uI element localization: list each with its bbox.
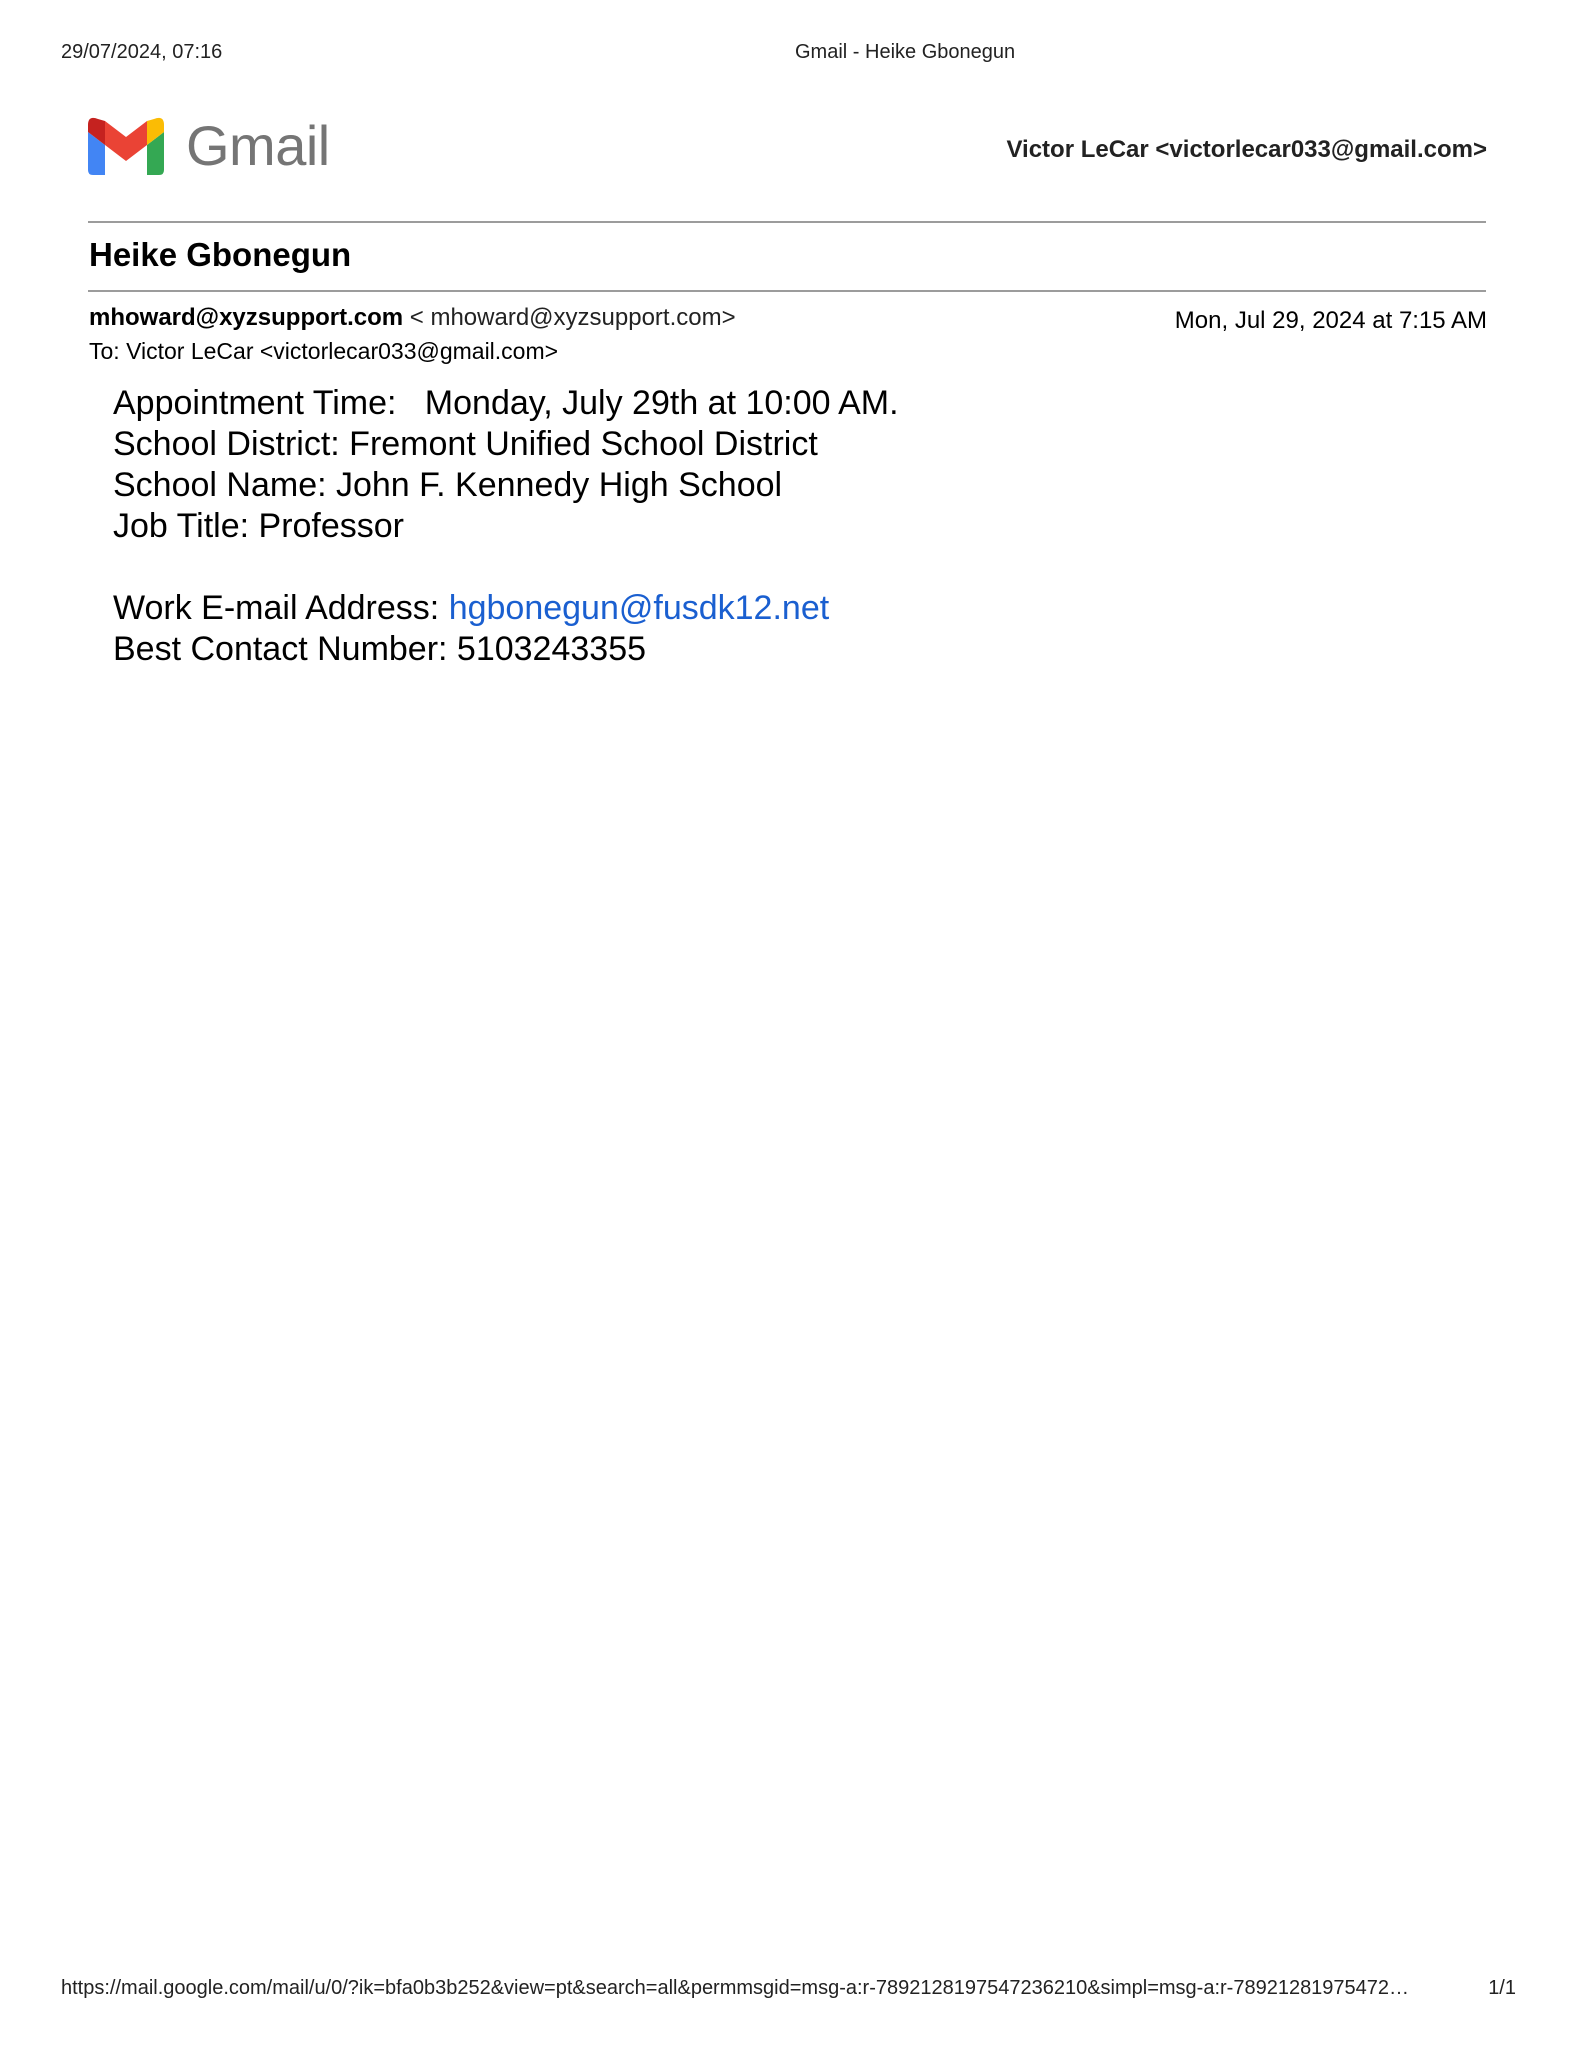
sender-address: < mhoward@xyzsupport.com> bbox=[409, 304, 736, 331]
divider bbox=[88, 221, 1486, 223]
account-label: Victor LeCar <victorlecar033@gmail.com> bbox=[1006, 136, 1487, 163]
body-spacer bbox=[113, 547, 899, 588]
print-datetime: 29/07/2024, 07:16 bbox=[61, 41, 223, 63]
contact-line: Best Contact Number: 5103243355 bbox=[113, 630, 647, 668]
gmail-logo[interactable] bbox=[88, 113, 338, 179]
sender-line bbox=[89, 303, 736, 333]
email-date: Mon, Jul 29, 2024 at 7:15 AM bbox=[1174, 307, 1487, 334]
district-line: School District: Fremont Unified School District bbox=[113, 425, 818, 463]
job-title-line: Job Title: Professor bbox=[113, 507, 405, 545]
email-body bbox=[113, 383, 899, 670]
school-line: School Name: John F. Kennedy High School bbox=[113, 466, 783, 504]
divider bbox=[88, 290, 1486, 292]
print-page-number: 1/1 bbox=[1488, 1977, 1516, 1999]
work-email-line bbox=[113, 588, 899, 629]
email-subject: Heike Gbonegun bbox=[89, 236, 352, 273]
print-page-title: Gmail - Heike Gbonegun bbox=[795, 41, 1016, 63]
print-url: https://mail.google.com/mail/u/0/?ik=bfa0b3b252&view=pt&search=all&permmsgid=msg-a:r-7892128197547236210&simpl=msg-a:r-78921281975472… bbox=[61, 1977, 1410, 1999]
work-email-label: Work E-mail Address: bbox=[113, 589, 449, 627]
gmail-m-icon bbox=[88, 117, 164, 175]
recipient-line: To: Victor LeCar <victorlecar033@gmail.com> bbox=[89, 338, 559, 364]
work-email-link[interactable]: hgbonegun@fusdk12.net bbox=[448, 589, 830, 627]
appointment-line: Appointment Time: Monday, July 29th at 10:00 AM. bbox=[113, 384, 899, 422]
sender-name: mhoward@xyzsupport.com bbox=[89, 304, 404, 331]
gmail-wordmark: Gmail bbox=[186, 114, 330, 177]
